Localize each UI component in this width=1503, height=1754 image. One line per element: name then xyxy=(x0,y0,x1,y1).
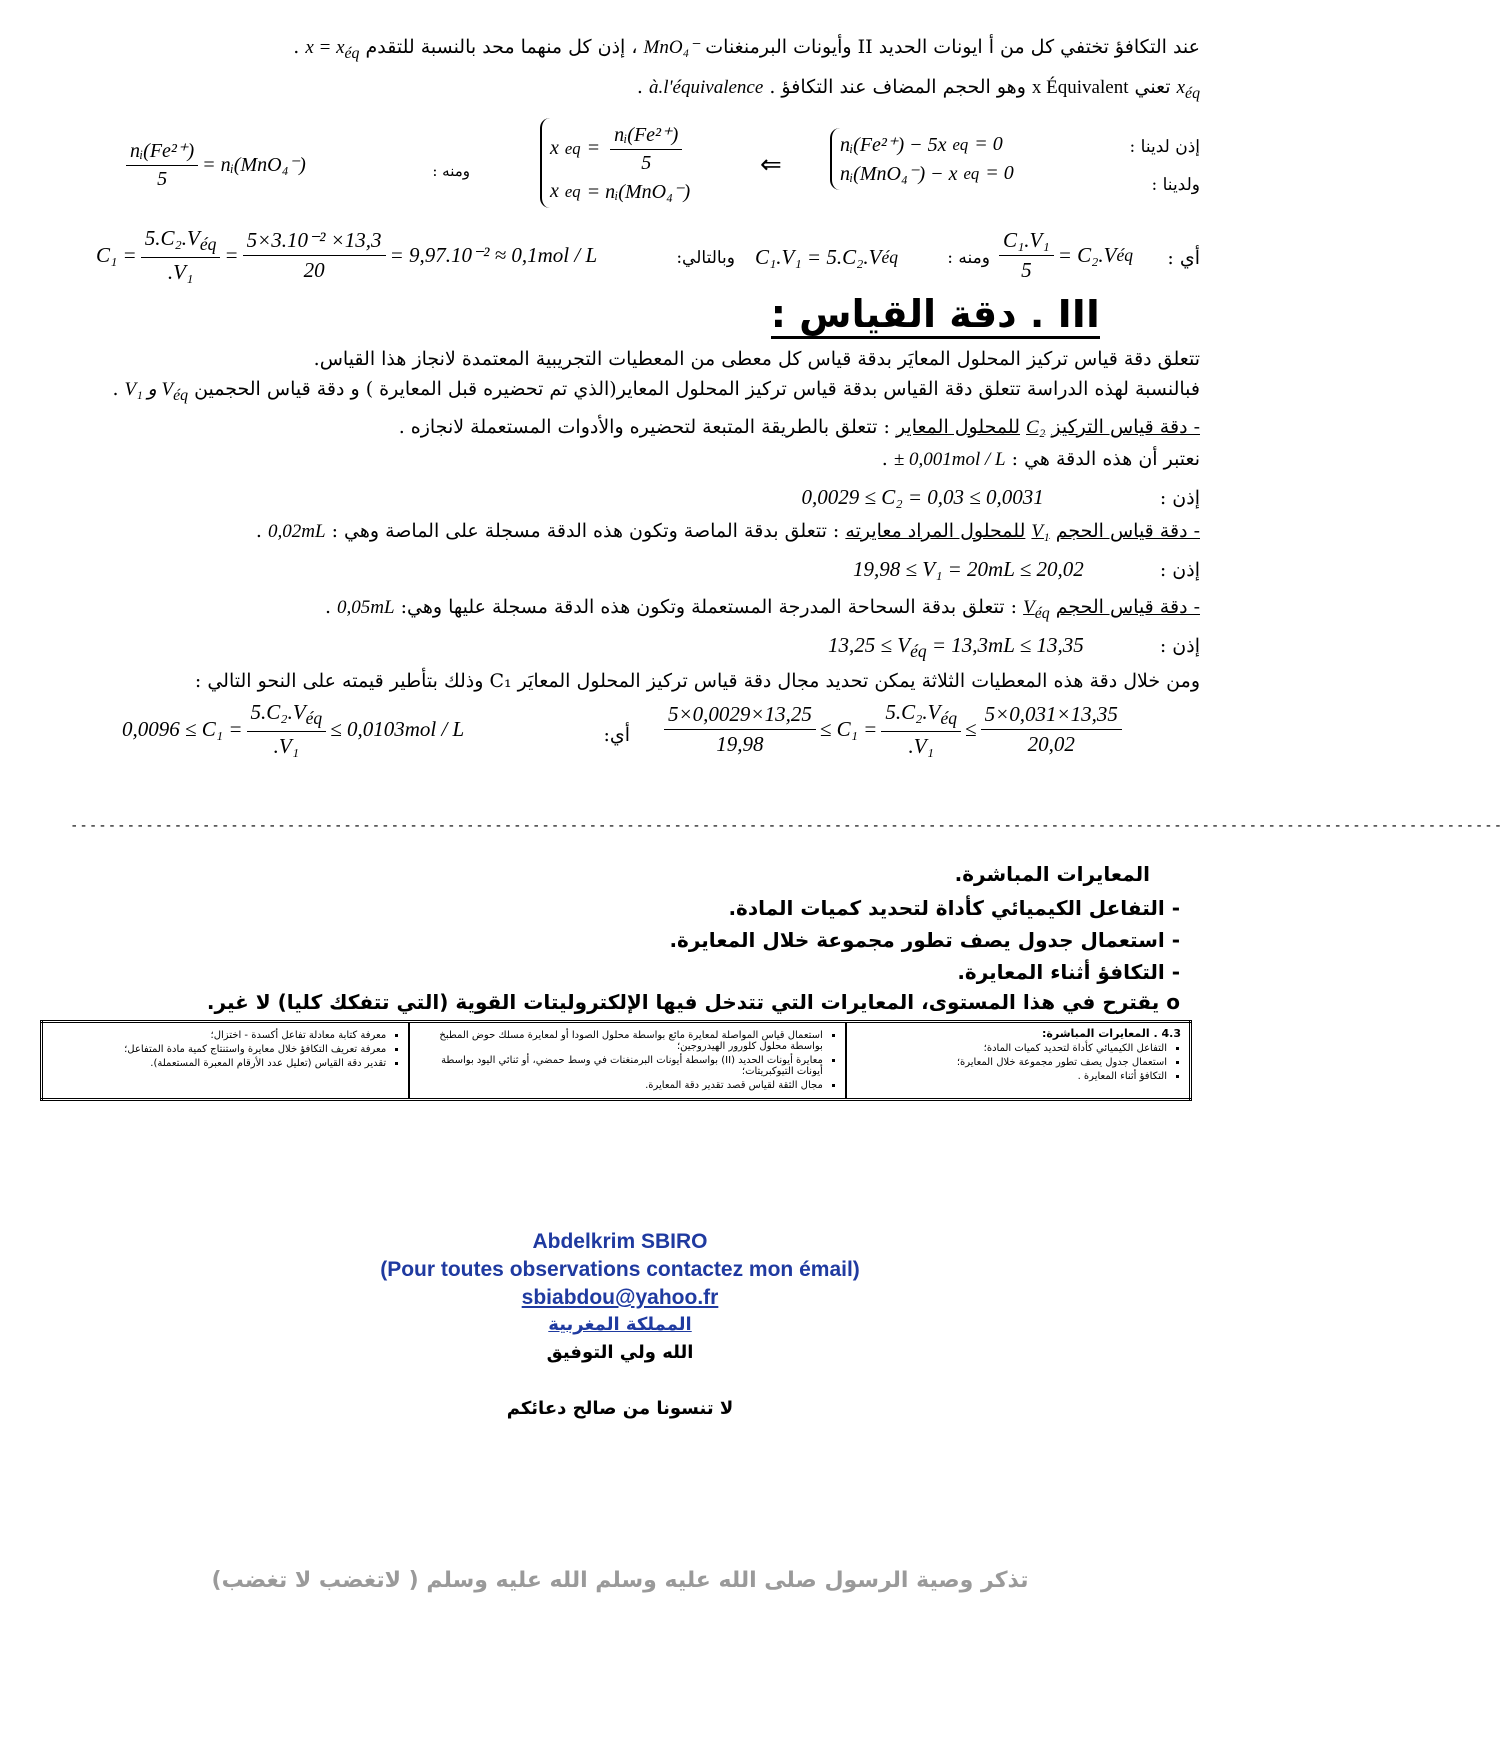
table-col-title: 4.3 . المعايرات المباشرة: xyxy=(1041,1027,1181,1040)
x-eq-equation xyxy=(305,35,359,67)
v1-precision-line: - دقة قياس الحجم V₁ للمحلول المراد معايرته : تتعلق بدقة الماصة وتكون هذه الدقة مسجلة على الماصة وهي : 0,02mL . xyxy=(70,518,1200,545)
fraction xyxy=(243,228,386,283)
ai-label: أي : xyxy=(1167,247,1200,269)
range xyxy=(828,632,1084,664)
table-col-activities xyxy=(409,1022,846,1100)
num-sub: éq xyxy=(199,234,217,255)
numerator: 5×0,031×13,35 xyxy=(981,702,1122,730)
fraction xyxy=(247,700,327,759)
value: ± 0,001mol / L xyxy=(893,449,1006,470)
curriculum-table xyxy=(40,1020,1192,1101)
list-item: ▪ معرفة كتابة معادلة تفاعل أكسدة - اختزال؛ xyxy=(51,1030,386,1041)
var: V₁ و V xyxy=(124,379,174,400)
list-item: ▪ استعمال جدول يصف تطور مجموعة خلال المعايرة؛ xyxy=(855,1057,1167,1068)
relation-2 xyxy=(755,245,898,270)
permanganate-ion: MnO₄⁻ xyxy=(643,37,700,58)
fraction xyxy=(981,702,1122,757)
table-list xyxy=(51,1030,400,1069)
c1-final-interval xyxy=(122,700,464,759)
text-fragment: وهو الحجم المضاف عند التكافؤ . xyxy=(769,76,1026,98)
range-sub: éq xyxy=(910,641,927,662)
denominator: 20,02 xyxy=(1027,732,1075,757)
eq-part: ≤ 0,0103mol / L xyxy=(330,717,465,742)
section-heading: III . دقة القياس : xyxy=(771,292,1100,339)
hadith-quote: تذكر وصية الرسول صلى الله عليه وسلم الله عليه وسلم ( لاتغضب لا تغضب) xyxy=(211,1568,1029,1593)
text-fragment: فبالنسبة لهذه الدراسة تتعلق دقة القياس بدقة قياس تركيز المحلول المعاير(الذي تم تحضيره قبل المعايرة ) و دقة قياس الحجمين xyxy=(194,378,1200,400)
numerator: 5×3.10⁻² ×13,3 xyxy=(243,228,386,256)
notes-item: - التفاعل الكيميائي كأداة لتحديد كميات المادة. xyxy=(728,896,1180,920)
veq-range xyxy=(70,632,1200,664)
range: 0,0029 ≤ C₂ = 0,03 ≤ 0,0031 xyxy=(801,485,1044,509)
paragraph: فبالنسبة لهذه الدراسة تتعلق دقة القياس بدقة قياس تركيز المحلول المعاير(الذي تم تحضيره قبل المعايرة ) و دقة قياس الحجمين V₁ و $V_{éq}$ . xyxy=(70,376,1200,409)
num-sub: éq xyxy=(940,708,958,729)
veq-precision-line: - دقة قياس الحجم $V_{éq}$ : تتعلق بدقة السحاحة المدرجة المستعملة وتكون هذه الدقة مسجلة عليها وهي: 0,05mL . xyxy=(70,594,1200,627)
text-fragment: إذن : xyxy=(1159,559,1200,581)
text-fragment: : تتعلق بدقة السحاحة المدرجة المستعملة وتكون هذه الدقة مسجلة عليها وهي: xyxy=(400,596,1018,618)
wa-minhu: ومنه : xyxy=(947,248,990,268)
range-text: = 13,3mL ≤ 13,35 xyxy=(926,633,1084,657)
v1-range xyxy=(70,556,1200,583)
fraction xyxy=(126,138,198,191)
eq-part: nᵢ(Fe²⁺) − 5x xyxy=(840,134,947,156)
numerator xyxy=(881,700,961,732)
eq-part: = nᵢ(MnO₄⁻) xyxy=(586,181,691,203)
denominator: .V₁ xyxy=(273,734,300,759)
c2-precision-line xyxy=(70,414,1200,441)
text-fragment: ، إذن كل منهما محد بالنسبة للتقدم xyxy=(365,36,638,58)
equivalence-line-2: $x_{éq}$ تعني x Équivalent وهو الحجم المضاف عند التكافؤ . à.l'équivalence . xyxy=(70,74,1200,107)
num-text: 5.C₂.V xyxy=(885,700,941,724)
fraction xyxy=(610,122,682,175)
author-contact: (Pour toutes observations contactez mon émail) xyxy=(380,1258,860,1281)
table-list xyxy=(855,1043,1181,1082)
text-fragment: : تتعلق بالطريقة المتبعة لتحضيره والأدوات المستعملة لانجازه . xyxy=(398,416,890,438)
ai-label-2: أي: xyxy=(603,724,630,746)
range-text: 13,25 ≤ V xyxy=(828,633,911,657)
numerator: nᵢ(Fe²⁺) xyxy=(126,138,198,166)
denominator: 5 xyxy=(641,152,652,174)
numerator: C₁.V₁ xyxy=(999,228,1054,256)
eq-part: = 0 xyxy=(974,133,1003,155)
final-relation xyxy=(122,138,306,191)
text-fragment: إذن : xyxy=(1159,487,1200,509)
fraction xyxy=(999,228,1054,283)
item-title: للمحلول المراد معايرته xyxy=(845,520,1026,542)
numerator: 5×0,0029×13,25 xyxy=(664,702,816,730)
denominator: 5 xyxy=(1021,258,1032,282)
eq-sub: eq xyxy=(564,181,581,201)
system-label: إذن لدينا : xyxy=(1129,137,1200,157)
separator: -------------------------------------------------------------------------------------------------------------------------------------------------------- xyxy=(70,818,1503,834)
fraction xyxy=(881,700,961,759)
system-eq-2 xyxy=(840,161,1014,186)
therefore-label: ومنه : xyxy=(432,162,470,180)
volumes xyxy=(125,377,188,409)
value: 0,05mL xyxy=(337,597,395,618)
eq-part: = 0 xyxy=(985,162,1014,184)
eq-part: C₁ = xyxy=(96,243,137,268)
eq-sub: eq xyxy=(564,138,581,158)
table-col-skills xyxy=(42,1022,410,1100)
c2-precision-value: نعتبر أن هذه الدقة هي : ± 0,001mol / L . xyxy=(70,446,1200,473)
email-wrapper xyxy=(0,1286,1240,1310)
list-item: ▪ مجال الثقة لقياس قصد تقدير دقة المعايرة. xyxy=(418,1080,823,1091)
eq-part: ≤ C₁ = xyxy=(819,717,878,742)
c1-calculation: C₁ = $\frac{5.C_2.V_{éq}}{\text{.V₁}}$ = $\frac{\text{5×3.10⁻² ×13,3}}{20}$ = 9,97.10⁻² ≈ 0,1mol / L xyxy=(96,226,598,285)
wa-bittali: وبالتالي: xyxy=(676,248,735,268)
list-item: ▪ تقدير دقة القياس (تعليل عدد الأرقام المعبرة المستعملة). xyxy=(51,1058,386,1069)
sub: éq xyxy=(173,386,189,404)
notes-note: o يقترح في هذا المستوى، المعايرات التي تتدخل فيها الإلكتروليتات القوية (التي تتفكك كليا) لا غير. xyxy=(206,990,1180,1014)
system-labels xyxy=(1080,128,1200,204)
item-title: - دقة قياس الحجم xyxy=(1055,596,1200,618)
numerator xyxy=(141,226,221,258)
var-sub: éq xyxy=(1034,604,1050,622)
text-fragment: : تتعلق بدقة الماصة وتكون هذه الدقة مسجلة على الماصة وهي : xyxy=(331,520,840,542)
denominator: 5 xyxy=(157,168,168,190)
eq-part: C₁.V₁ = 5.C₂.V xyxy=(755,245,882,269)
list-item: ▪ معرفة تعريف التكافؤ خلال معايرة واستنتاج كمية مادة المتفاعل؛ xyxy=(51,1044,386,1055)
fraction xyxy=(664,702,816,757)
num-text: 5.C₂.V xyxy=(144,226,200,250)
eq-part: 0,0096 ≤ C₁ = xyxy=(122,717,243,742)
num-text: 5.C₂.V xyxy=(250,700,306,724)
sub: éq xyxy=(1185,84,1200,102)
var xyxy=(1023,595,1050,627)
num-sub: éq xyxy=(305,708,323,729)
french-term: à.l'équivalence xyxy=(648,77,764,98)
country-wrapper xyxy=(0,1314,1240,1335)
list-item: ▪ معايرة أيونات الحديد (II) بواسطة أيونات البرمنغنات في وسط حمضي، أو ثنائي اليود بواسطة أيونات التيوكبريتات؛ xyxy=(418,1055,823,1077)
text-fragment: تعني xyxy=(1134,76,1171,98)
author-name: Abdelkrim SBIRO xyxy=(532,1230,708,1253)
system-right-eq-1: x eq = $\frac{\text{nᵢ(Fe²⁺)}}{5}$ xyxy=(550,122,690,175)
notes-item: - استعمال جدول يصف تطور مجموعة خلال المعايرة. xyxy=(669,928,1180,952)
notes-item: - التكافؤ أثناء المعايرة. xyxy=(957,960,1180,984)
text-fragment: نعتبر أن هذه الدقة هي : xyxy=(1011,448,1200,470)
system-right-eq-2 xyxy=(550,179,690,204)
eq-sub: éq xyxy=(881,247,899,267)
eq-part: nᵢ(MnO₄⁻) − x xyxy=(840,163,958,185)
denominator: .V₁ xyxy=(167,260,194,285)
eq-part: = C₂.V xyxy=(1057,243,1117,267)
numerator: nᵢ(Fe²⁺) xyxy=(610,122,682,150)
eq-part: = nᵢ(MnO₄⁻) xyxy=(202,154,306,176)
denominator: .V₁ xyxy=(908,734,934,759)
item-title: - دقة قياس الحجم xyxy=(1055,520,1200,542)
list-item: ▪ استعمال قياس المواصلة لمعايرة مائع بواسطة محلول الصودا أو لمعايرة مسلك حوض المطبخ بواسطة محلول كلورور الهيدروجين؛ xyxy=(418,1030,823,1052)
text-fragment: عند التكافؤ تختفي كل من أ ايونات الحديد II وأيونات البرمنغنات xyxy=(705,36,1200,58)
blessing: الله ولي التوفيق xyxy=(546,1342,694,1363)
range: 19,98 ≤ V₁ = 20mL ≤ 20,02 xyxy=(852,557,1084,581)
x-eq-symbol xyxy=(1177,75,1200,107)
system-right xyxy=(540,118,690,208)
eq-part: x xyxy=(550,180,559,202)
c1-inequality: $\frac{5\times 0,0029\times 13,25}{19,98}$ ≤ C₁ = $\frac{5.C_2.V_{éq}}{\text{.V₁}}$ ≤ $\frac{5\times 0,031\times 13,35}{20,02}$ xyxy=(660,700,1126,759)
item-title: للمحلول المعاير xyxy=(895,416,1020,438)
c2-range xyxy=(70,484,1200,511)
eq-sub: eq xyxy=(952,134,969,154)
denominator: 19,98 xyxy=(716,732,764,757)
conclusion: ومن خلال دقة هذه المعطيات الثلاثة يمكن تحديد مجال دقة قياس تركيز المحلول المعايَر C₁ وذلك بتأطير قيمته على النحو التالي : xyxy=(194,670,1200,692)
denominator: 20 xyxy=(303,258,325,283)
country: المملكة المغربية xyxy=(548,1314,692,1335)
var: V₁ xyxy=(1031,521,1050,542)
table-col-topics xyxy=(846,1022,1191,1100)
eq-part: = 9,97.10⁻² ≈ 0,1mol / L xyxy=(389,243,598,268)
relation-1 xyxy=(995,228,1133,283)
item-title: - دقة قياس التركيز xyxy=(1051,416,1200,438)
value: 0,02mL xyxy=(267,521,326,542)
eq-sub: eq xyxy=(963,163,980,183)
system-eq-1 xyxy=(840,132,1014,157)
list-item: ▪ التفاعل الكيميائي كأداة لتحديد كميات المادة؛ xyxy=(855,1043,1167,1054)
paragraph: تتعلق دقة قياس تركيز المحلول المعايَر بدقة قياس كل معطى من المعطيات التجريبية المعتمدة لانجاز هذا القياس. xyxy=(313,348,1200,370)
eq-text: x = x xyxy=(305,37,345,58)
var: x xyxy=(1176,77,1186,98)
email-link[interactable]: sbiabdou@yahoo.fr xyxy=(521,1286,719,1309)
eq-sub: éq xyxy=(344,44,360,62)
table-list xyxy=(418,1030,837,1091)
equivalence-line-1: عند التكافؤ تختفي كل من أ ايونات الحديد II وأيونات البرمنغنات MnO₄⁻ ، إذن كل منهما محد بالنسبة للتقدم $x = x_{éq}$ . xyxy=(70,34,1200,67)
system-label: ولدينا : xyxy=(1151,175,1200,195)
implies-symbol: ⇐ xyxy=(760,150,782,179)
eq-part: x xyxy=(550,137,559,159)
list-item: ▪ التكافؤ أثناء المعايرة . xyxy=(855,1071,1167,1082)
french-term: x Équivalent xyxy=(1031,77,1129,98)
text-fragment: إذن : xyxy=(1159,635,1200,657)
fraction xyxy=(141,226,221,285)
eq-sub: éq xyxy=(1116,245,1134,265)
numerator xyxy=(247,700,327,732)
system-left xyxy=(830,128,1014,190)
dua: لا تنسونا من صالح دعائكم xyxy=(506,1398,734,1419)
notes-title: المعايرات المباشرة. xyxy=(954,862,1150,886)
var-text: V xyxy=(1023,597,1035,618)
var: C₂ xyxy=(1026,417,1046,438)
